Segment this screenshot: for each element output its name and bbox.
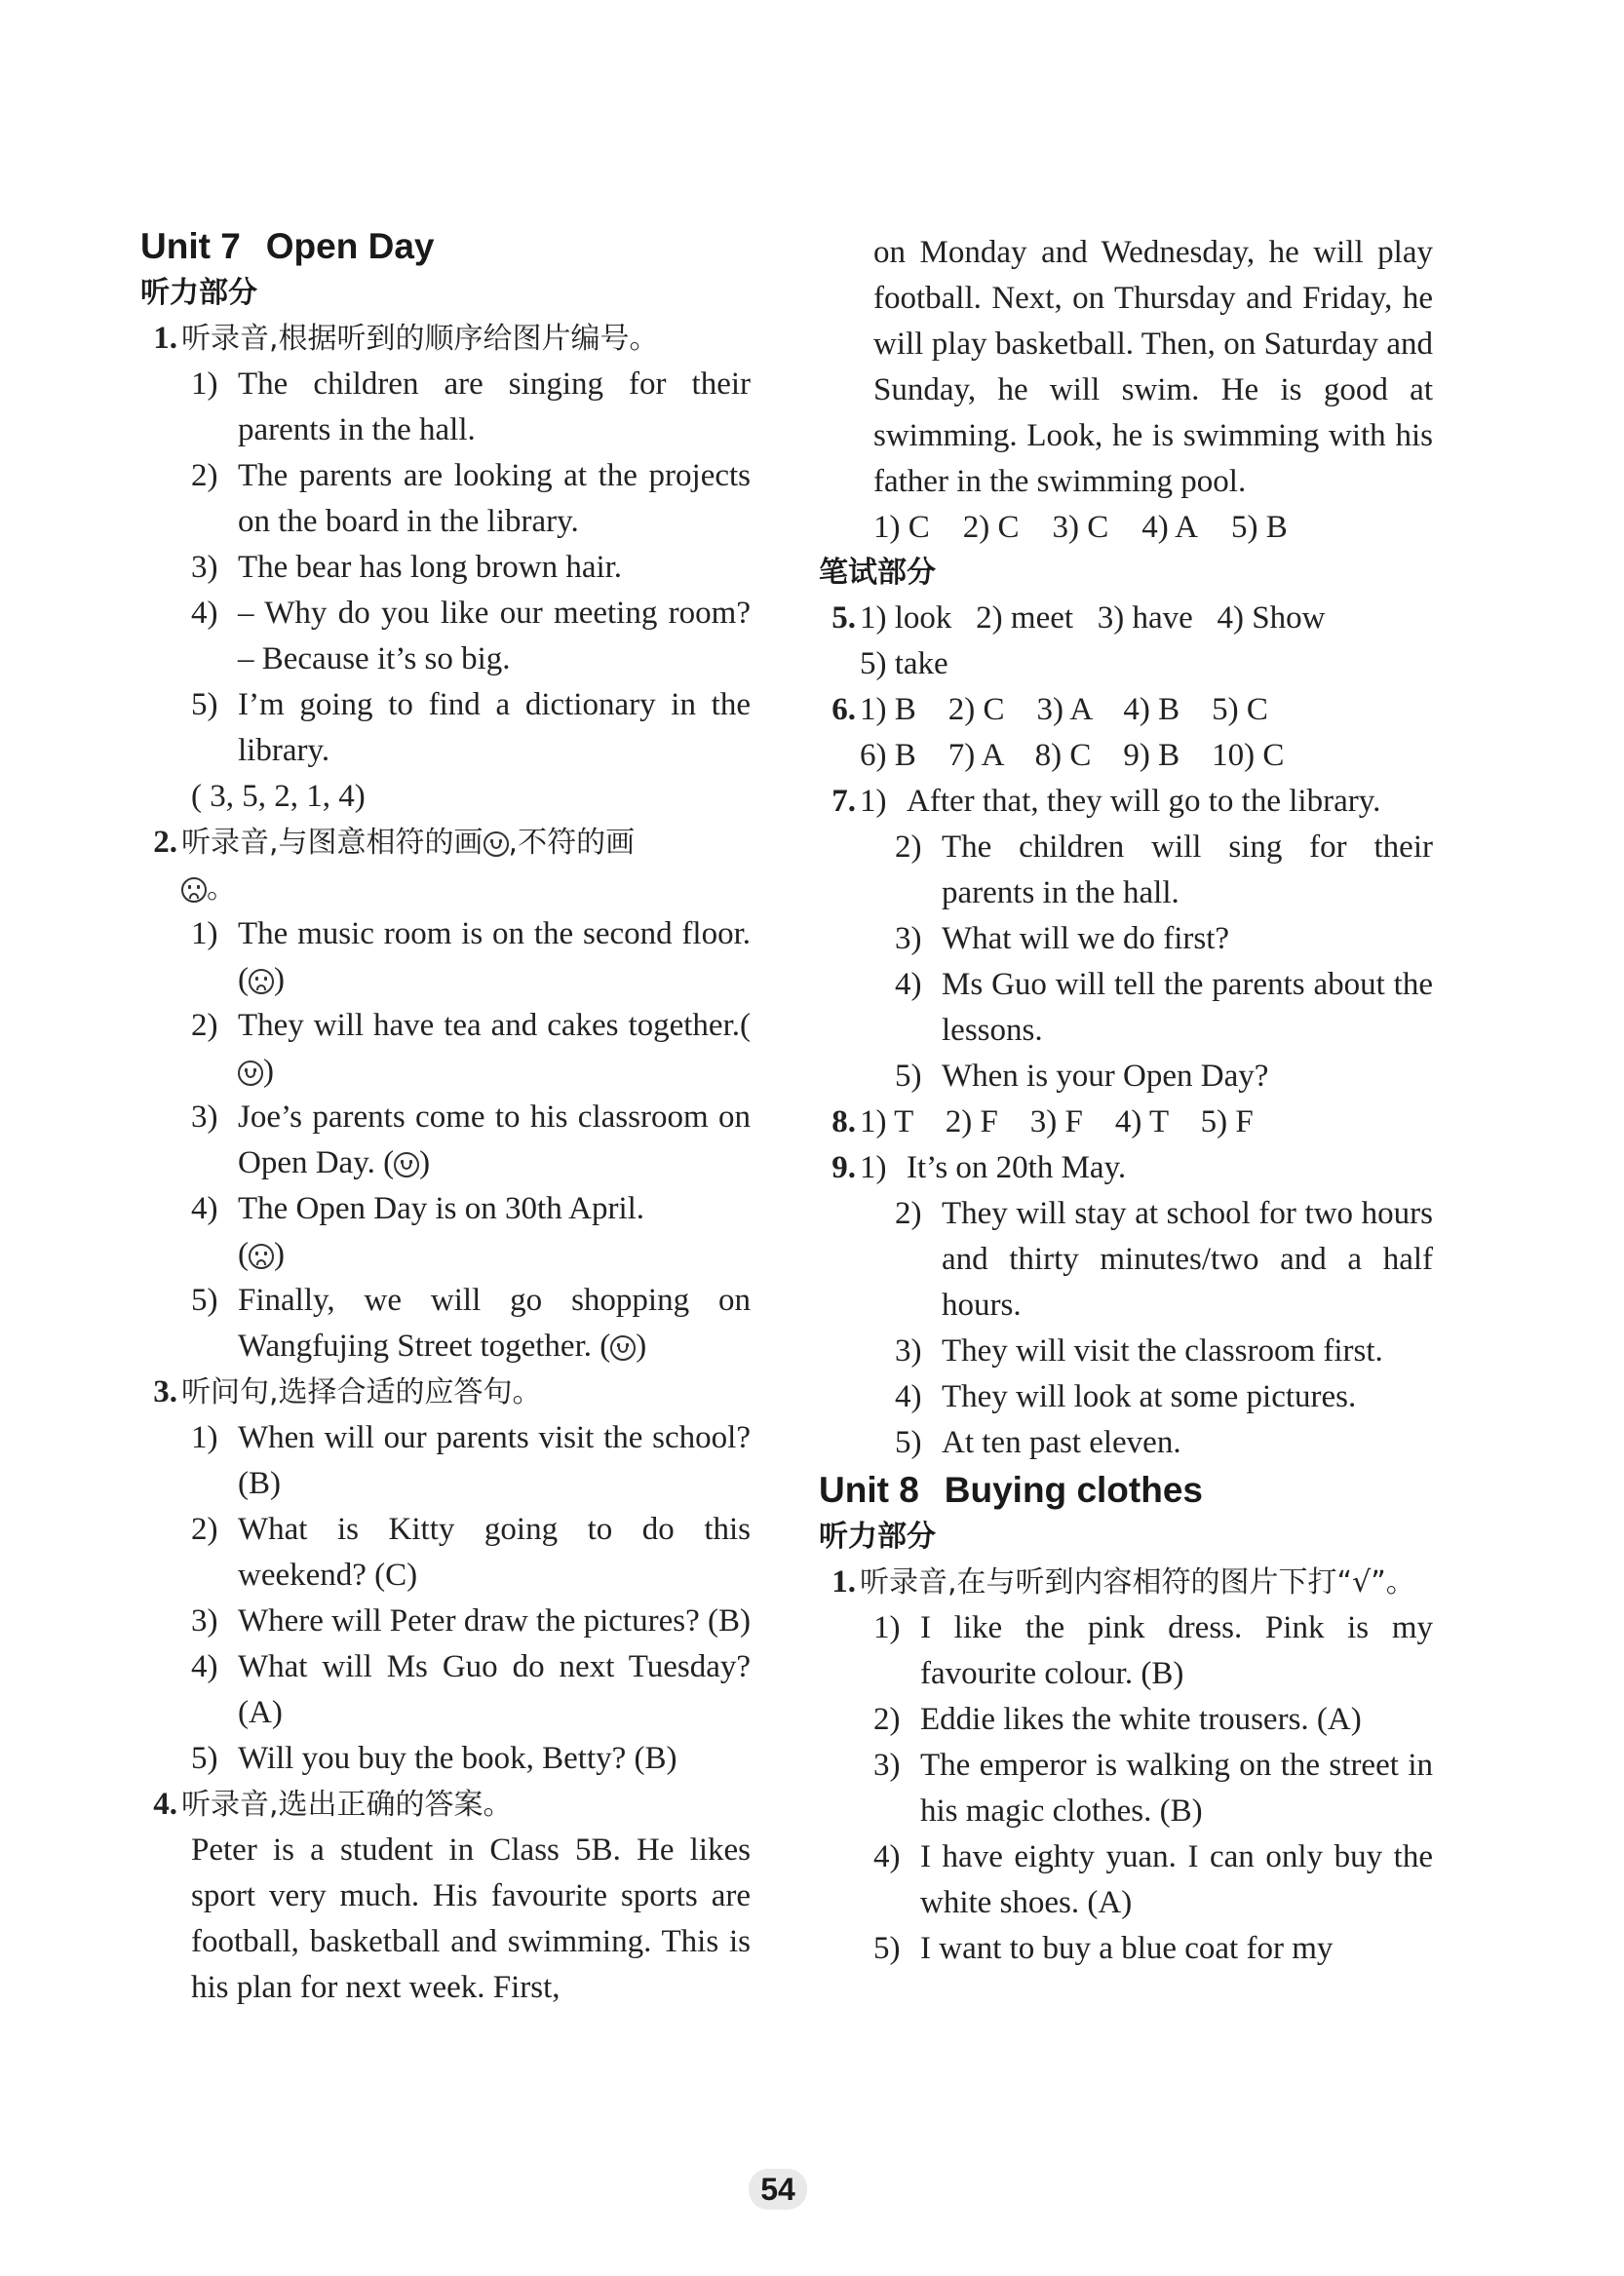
- item-number: 3): [873, 1748, 901, 1783]
- exercise-7-answers: [860, 779, 1433, 1099]
- written-part-heading: 笔试部分: [819, 556, 936, 590]
- list-item: [140, 1415, 751, 1507]
- item-text: When will our parents visit the school? (B): [238, 1420, 751, 1501]
- answer: 3) C: [1052, 510, 1109, 545]
- item-text: They will look at some pictures.: [942, 1379, 1357, 1414]
- item-text: Ms Guo will tell the parents about the lessons.: [942, 967, 1433, 1048]
- list-item: [860, 825, 1433, 916]
- exercise-6-number: 6.: [831, 692, 856, 727]
- list-item: [860, 779, 1433, 825]
- item-number: 1): [860, 1150, 887, 1185]
- list-item: [140, 1599, 751, 1644]
- item-sentence: The music room is on the second floor.: [238, 916, 751, 951]
- item-text: The music room is on the second floor. ( ): [238, 916, 751, 997]
- list-item: [140, 545, 751, 591]
- unit8-listening-heading: 听力部分: [819, 1520, 936, 1554]
- list-item: [860, 1420, 1433, 1466]
- item-number: 5): [191, 1283, 218, 1318]
- item-text: It’s on 20th May.: [907, 1150, 1127, 1185]
- exercise-9-number: 9.: [831, 1150, 856, 1185]
- list-item: [140, 1003, 751, 1095]
- list-item: [140, 682, 751, 774]
- list-item: [140, 1186, 751, 1278]
- list-item: [140, 591, 751, 682]
- list-item: [819, 1834, 1433, 1926]
- unit8-exercise-1-number: 1.: [831, 1564, 856, 1600]
- unit7-listening-heading: 听力部分: [140, 276, 257, 310]
- item-text: I’m going to find a dictionary in the library.: [238, 687, 751, 768]
- answer-line: 5) take: [860, 646, 948, 681]
- item-sentence: Finally, we will go shopping on Wangfujing Street together.: [238, 1283, 751, 1364]
- list-item: [140, 1736, 751, 1782]
- item-text: They will visit the classroom first.: [942, 1333, 1383, 1369]
- item-text: What will Ms Guo do next Tuesday? (A): [238, 1649, 751, 1730]
- sad-face-icon: [181, 877, 207, 903]
- list-item: [140, 453, 751, 545]
- item-text: Finally, we will go shopping on Wangfujing Street together. ( ): [238, 1283, 751, 1364]
- item-number: 1): [191, 916, 218, 951]
- item-number: 3): [895, 1333, 922, 1369]
- item-text: The emperor is walking on the street in his magic clothes. (B): [920, 1748, 1433, 1829]
- list-item: [860, 1145, 1433, 1191]
- item-number: 2): [191, 458, 218, 493]
- item-text: When is your Open Day?: [942, 1059, 1269, 1094]
- item-number: 5): [895, 1059, 922, 1094]
- unit7-number: Unit 7: [140, 226, 241, 266]
- item-text: Eddie likes the white trousers. (A): [920, 1702, 1362, 1737]
- item-text: The children are singing for their parents in the hall.: [238, 366, 751, 447]
- smiley-face-icon: [483, 831, 509, 857]
- item-number: 1): [860, 784, 887, 819]
- exercise-2-instruction: [181, 820, 751, 911]
- item-text: Will you buy the book, Betty? (B): [238, 1741, 677, 1776]
- exercise-8-answers: 1) T 2) F 3) F 4) T 5) F: [860, 1104, 1254, 1139]
- item-text: The bear has long brown hair.: [238, 550, 623, 585]
- exercise-7: [819, 779, 1433, 1099]
- exercise-9-answers: [860, 1145, 1433, 1466]
- exercise-3-instruction: 听问句,选择合适的应答句。: [181, 1375, 542, 1409]
- item-text: I like the pink dress. Pink is my favourite colour. (B): [920, 1610, 1433, 1691]
- item-text: Where will Peter draw the pictures? (B): [238, 1603, 751, 1639]
- exercise-3: [140, 1369, 751, 1415]
- item-sentence: Joe’s parents come to his classroom on Open Day.: [238, 1099, 751, 1180]
- item-sentence: They will have tea and cakes together.: [238, 1008, 740, 1043]
- smiley-face-icon: [238, 1061, 263, 1086]
- item-text: They will have tea and cakes together.(): [238, 1008, 751, 1089]
- list-item: [819, 1697, 1433, 1743]
- page-number: 54: [749, 2169, 807, 2210]
- item-number: 1): [191, 1420, 218, 1455]
- item-text: – Why do you like our meeting room? – Because it’s so big.: [238, 596, 751, 676]
- item-text: At ten past eleven.: [942, 1425, 1181, 1460]
- item-number: 2): [191, 1512, 218, 1547]
- sad-face-icon: [249, 969, 274, 994]
- unit8-exercise-1-instruction: 听录音,在与听到内容相符的图片下打“√”。: [860, 1565, 1415, 1600]
- item-number: 5): [191, 687, 218, 722]
- exercise-4-answers: [819, 505, 1433, 551]
- item-number: 4): [191, 1649, 218, 1684]
- list-item: [140, 911, 751, 1003]
- exercise-1-answer: ( 3, 5, 2, 1, 4): [191, 779, 366, 814]
- list-item: [140, 1278, 751, 1369]
- item-number: 3): [191, 1099, 218, 1135]
- item-text: The parents are looking at the projects on the board in the library.: [238, 458, 751, 539]
- item-text: I have eighty yuan. I can only buy the white shoes. (A): [920, 1839, 1433, 1920]
- list-item: [860, 1191, 1433, 1329]
- unit7-heading: [140, 222, 751, 271]
- exercise-3-number: 3.: [153, 1374, 177, 1409]
- item-text: I want to buy a blue coat for my: [920, 1931, 1334, 1966]
- answer-line: 1) B 2) C 3) A 4) B 5) C: [860, 692, 1268, 727]
- list-item: [140, 1644, 751, 1736]
- item-number: 2): [895, 1196, 922, 1231]
- exercise-6-answers: [860, 687, 1433, 779]
- unit8-title: Buying clothes: [944, 1470, 1203, 1510]
- list-item: [819, 1605, 1433, 1697]
- item-number: 4): [191, 1191, 218, 1226]
- exercise-4: [140, 1782, 751, 1828]
- left-column: [140, 222, 751, 2011]
- item-number: 4): [873, 1839, 901, 1874]
- exercise-5-answers: [860, 596, 1433, 687]
- list-item: [860, 916, 1433, 962]
- unit8-number: Unit 8: [819, 1470, 919, 1510]
- item-text: What will we do first?: [942, 921, 1230, 956]
- item-number: 2): [873, 1702, 901, 1737]
- item-text: After that, they will go to the library.: [907, 784, 1381, 819]
- exercise-5-number: 5.: [831, 600, 856, 636]
- list-item: [819, 1926, 1433, 1972]
- exercise-8: [819, 1099, 1433, 1145]
- item-number: 3): [191, 1603, 218, 1639]
- item-number: 5): [191, 1741, 218, 1776]
- answer-line: 1) look 2) meet 3) have 4) Show: [860, 600, 1326, 636]
- answer-line: 6) B 7) A 8) C 9) B 10) C: [860, 738, 1285, 773]
- exercise-6: [819, 687, 1433, 779]
- exercise-9: [819, 1145, 1433, 1466]
- list-item: [140, 362, 751, 453]
- sad-face-icon: [249, 1244, 274, 1269]
- exercise-1-number: 1.: [153, 321, 177, 356]
- answer: 1) C: [873, 510, 930, 545]
- answer: 4) A: [1141, 510, 1198, 545]
- exercise-1-instruction: 听录音,根据听到的顺序给图片编号。: [181, 322, 659, 356]
- item-number: 4): [895, 1379, 922, 1414]
- item-number: 4): [895, 967, 922, 1002]
- exercise-4-passage-continued: on Monday and Wednesday, he will play football. Next, on Thursday and Friday, he will play basketball. Then, on Saturday and Sunday, he will swim. He is good at swimming. Look, he is swimming with his father in the swimming pool.: [873, 235, 1433, 499]
- list-item: [140, 1507, 751, 1599]
- exercise-5: [819, 596, 1433, 687]
- exercise-4-passage: Peter is a student in Class 5B. He likes sport very much. His favourite sports are football, basketball and swimming. This is his plan for next week. First,: [191, 1832, 751, 2005]
- smiley-face-icon: [394, 1152, 419, 1177]
- item-number: 2): [895, 829, 922, 865]
- item-number: 1): [873, 1610, 901, 1645]
- exercise-2: [140, 820, 751, 911]
- item-number: 1): [191, 366, 218, 402]
- unit8-exercise-1: [819, 1560, 1433, 1605]
- item-sentence: The Open Day is on 30th April.: [238, 1191, 645, 1226]
- exercise-8-number: 8.: [831, 1104, 856, 1139]
- item-number: 3): [895, 921, 922, 956]
- exercise-2-number: 2.: [153, 825, 177, 860]
- answer: 5) B: [1231, 510, 1288, 545]
- instruction-part: ,不符的画: [508, 826, 636, 860]
- exercise-7-number: 7.: [831, 784, 856, 819]
- list-item: [860, 1374, 1433, 1420]
- item-text: Joe’s parents come to his classroom on Open Day. ( ): [238, 1099, 751, 1180]
- list-item: [140, 1095, 751, 1186]
- instruction-part: 。: [207, 871, 236, 906]
- list-item: [860, 1054, 1433, 1099]
- item-text: The Open Day is on 30th April. ( ): [238, 1191, 645, 1272]
- smiley-face-icon: [610, 1335, 636, 1361]
- item-number: 5): [895, 1425, 922, 1460]
- right-column: [819, 230, 1433, 1972]
- item-number: 2): [191, 1008, 218, 1043]
- item-text: The children will sing for their parents in the hall.: [942, 829, 1433, 910]
- item-number: 4): [191, 596, 218, 631]
- exercise-4-instruction: 听录音,选出正确的答案。: [181, 1788, 513, 1822]
- unit7-title: Open Day: [265, 226, 435, 266]
- exercise-4-number: 4.: [153, 1787, 177, 1822]
- list-item: [860, 962, 1433, 1054]
- item-text: They will stay at school for two hours and thirty minutes/two and a half hours.: [942, 1196, 1433, 1323]
- list-item: [860, 1329, 1433, 1374]
- item-number: 5): [873, 1931, 901, 1966]
- item-text: What is Kitty going to do this weekend? (C): [238, 1512, 751, 1593]
- instruction-part: 听录音,与图意相符的画: [181, 826, 483, 860]
- item-number: 3): [191, 550, 218, 585]
- answer: 2) C: [962, 510, 1020, 545]
- unit8-heading: [819, 1466, 1433, 1515]
- list-item: [819, 1743, 1433, 1834]
- exercise-1: [140, 316, 751, 362]
